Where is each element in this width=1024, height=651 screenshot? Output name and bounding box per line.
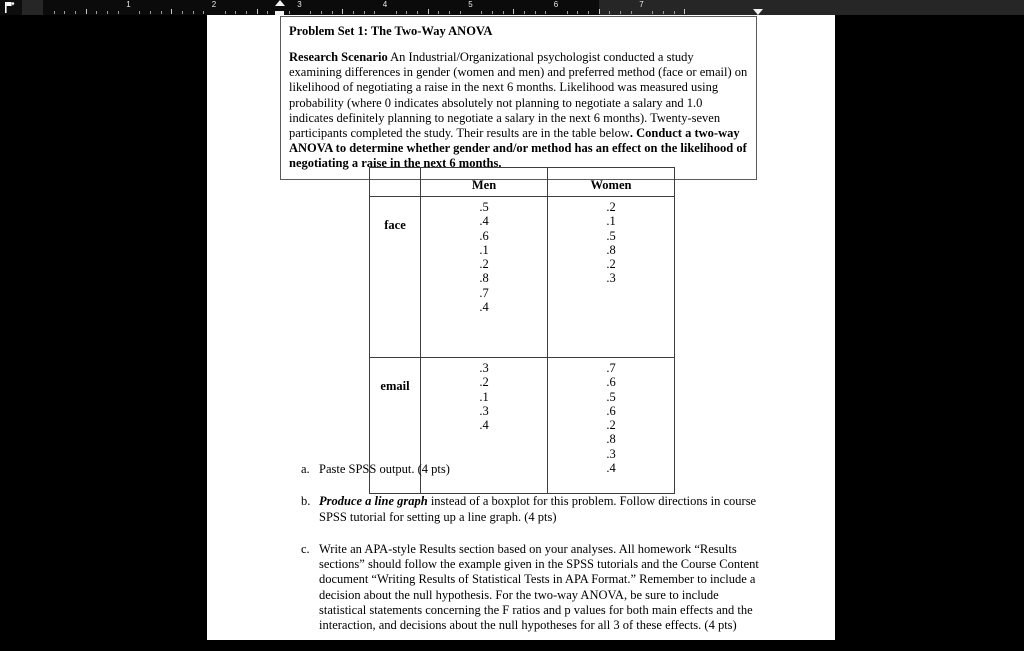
ruler-tick — [86, 9, 87, 14]
ruler-tick — [417, 11, 418, 14]
row-label-face: face — [370, 197, 421, 358]
ruler-tick — [161, 11, 162, 14]
ruler-number-4: 4 — [382, 0, 388, 9]
ruler-number-5: 5 — [468, 0, 473, 9]
data-value: .2 — [479, 257, 489, 272]
ruler-tick — [481, 11, 482, 14]
ruler-tick — [150, 11, 151, 14]
data-value: .2 — [606, 418, 616, 433]
ruler-tick — [535, 11, 536, 14]
ruler-corner-tab-selector[interactable] — [0, 0, 23, 15]
data-value: .2 — [606, 257, 616, 272]
ruler-tick — [257, 9, 258, 14]
data-value: .5 — [479, 200, 489, 214]
ruler-tick — [235, 11, 236, 14]
ruler-tick — [460, 11, 461, 14]
data-value: .6 — [606, 375, 616, 390]
ruler-tick — [674, 11, 675, 14]
tab-stop-marker-icon — [5, 2, 15, 13]
ruler-tick — [75, 11, 76, 14]
data-value: .8 — [479, 271, 489, 286]
question-a-text: Paste SPSS output. (4 pts) — [319, 462, 450, 476]
ruler-tick — [396, 11, 397, 14]
ruler-tick — [577, 11, 578, 14]
cell-face-women — [548, 197, 675, 358]
question-c-text: Write an APA-style Results section based on your analyses. All homework “Results sections” should follow the example given in the SPSS tutorials and the Course Content document “Writing Results of Statistical Tests in APA Format.” Remember to include a decision about the null hypothesis. For the two-way ANOVA, be sure to include statistical statements concerning the F ratios and p values for both main effects and the interaction, and decisions about the null hypotheses for all 3 of these effects. (4 pts) — [319, 541, 759, 633]
ruler-tick — [503, 11, 504, 14]
ruler-tick — [246, 11, 247, 14]
research-scenario-paragraph — [289, 50, 748, 172]
ruler-tick — [96, 11, 97, 14]
ruler-tick — [652, 11, 653, 14]
data-value: .1 — [606, 214, 616, 229]
data-value: .3 — [479, 403, 489, 418]
data-value: .2 — [606, 200, 616, 214]
ruler-tick — [492, 11, 493, 14]
data-value: .6 — [479, 228, 489, 243]
ruler-tick — [64, 11, 65, 14]
ruler-tick — [310, 11, 311, 14]
data-value: .8 — [606, 242, 616, 257]
data-value: .5 — [606, 228, 616, 243]
research-scenario-body: An Industrial/Organizational psychologist conducted a study examining differences in gender (women and men) and preferred method (face or email) on likelihood of negotiating a raise in the next 6 months. Likelihood was measured using probability (where 0 indicates absolutely not planning to negotiate a salary and 1.0 indicates definitely planning to negotiate a salary in the next 6 months). Twenty-seven participants completed the study. Their results are in the table below — [289, 50, 748, 141]
ruler-tick — [182, 11, 183, 14]
ruler-tick — [118, 11, 119, 14]
list-item — [292, 462, 760, 477]
ruler-tick — [289, 11, 290, 14]
ruler-tick — [631, 11, 632, 14]
data-value: .1 — [479, 242, 489, 257]
data-value: .8 — [606, 432, 616, 447]
list-marker-c: c. — [301, 541, 310, 556]
question-b-emphasis: Produce a line graph — [319, 494, 428, 509]
document-canvas — [0, 15, 1024, 640]
question-b-text: instead of a boxplot for this problem. Follow directions in course SPSS tutorial for setting up a line graph. (4 pts) — [319, 494, 757, 524]
ruler-tick — [364, 11, 365, 14]
data-value: .3 — [606, 446, 616, 461]
ruler-tick — [171, 9, 172, 14]
ruler-number-7: 7 — [639, 0, 644, 9]
data-value: .4 — [479, 300, 489, 315]
ruler-tick — [342, 9, 343, 14]
data-value: .3 — [606, 271, 616, 286]
data-value: .4 — [606, 461, 616, 476]
cell-face-men — [421, 197, 548, 358]
ruler-tick — [567, 11, 568, 14]
data-value: .4 — [479, 214, 489, 229]
ruler-tick — [588, 11, 589, 14]
first-line-indent-marker[interactable] — [275, 0, 285, 6]
list-marker-b: b. — [301, 494, 311, 509]
ruler-tick — [332, 11, 333, 14]
problem-set-title: Problem Set 1: The Two-Way ANOVA — [289, 24, 493, 38]
data-value: .6 — [606, 403, 616, 418]
ruler-tick — [267, 11, 268, 14]
table-corner-cell — [370, 168, 421, 197]
ruler-tick — [374, 11, 375, 14]
ruler-tick — [620, 11, 621, 14]
ruler-tick — [599, 9, 600, 14]
ruler-tick — [449, 11, 450, 14]
ruler-number-6: 6 — [553, 0, 559, 9]
data-value: .4 — [479, 418, 489, 433]
ruler-tick — [406, 11, 407, 14]
list-item — [292, 542, 760, 634]
ruler-tick — [545, 11, 546, 14]
data-value: .2 — [479, 375, 489, 390]
ruler-number-2: 2 — [211, 0, 217, 9]
ruler-number-3: 3 — [297, 0, 302, 9]
ruler-tick — [203, 11, 204, 14]
research-scenario-lead: Research Scenario — [289, 50, 388, 64]
ruler-number-1: 1 — [126, 0, 131, 9]
table-row — [370, 197, 675, 358]
ruler-left-margin-zone — [22, 0, 43, 15]
research-scenario-instruction: . Conduct a two-way ANOVA to determine whether gender and/or method has an effect on the likelihood of negotiating a raise in the next 6 months. — [289, 126, 747, 171]
column-header-men: Men — [421, 168, 548, 197]
ruler-tick — [193, 11, 194, 14]
ruler-tick — [663, 11, 664, 14]
ruler-tick — [321, 11, 322, 14]
research-scenario-textbox — [280, 16, 757, 180]
ruler-tick — [139, 11, 140, 14]
ruler-tick — [225, 11, 226, 14]
ruler-tick — [684, 9, 685, 14]
ruler-tick — [54, 11, 55, 14]
list-marker-a: a. — [301, 462, 310, 476]
data-value: .7 — [479, 285, 489, 300]
row-label-email: email — [370, 358, 421, 494]
data-value: .5 — [606, 389, 616, 404]
ruler-tick — [524, 11, 525, 14]
ruler-tick — [513, 9, 514, 14]
data-value: .3 — [479, 361, 489, 375]
anova-data-table — [369, 167, 675, 494]
data-value: .7 — [606, 361, 616, 375]
document-page — [207, 15, 835, 640]
question-list — [292, 462, 760, 651]
ruler-tick — [353, 11, 354, 14]
ruler-tick — [609, 11, 610, 14]
list-item — [292, 494, 760, 525]
ruler-tick — [428, 9, 429, 14]
table-header-row — [370, 168, 675, 197]
column-header-women: Women — [548, 168, 675, 197]
ruler-tick — [438, 11, 439, 14]
ruler[interactable] — [0, 0, 1024, 15]
ruler-track[interactable] — [22, 0, 1024, 15]
data-value: .1 — [479, 389, 489, 404]
ruler-tick — [107, 11, 108, 14]
